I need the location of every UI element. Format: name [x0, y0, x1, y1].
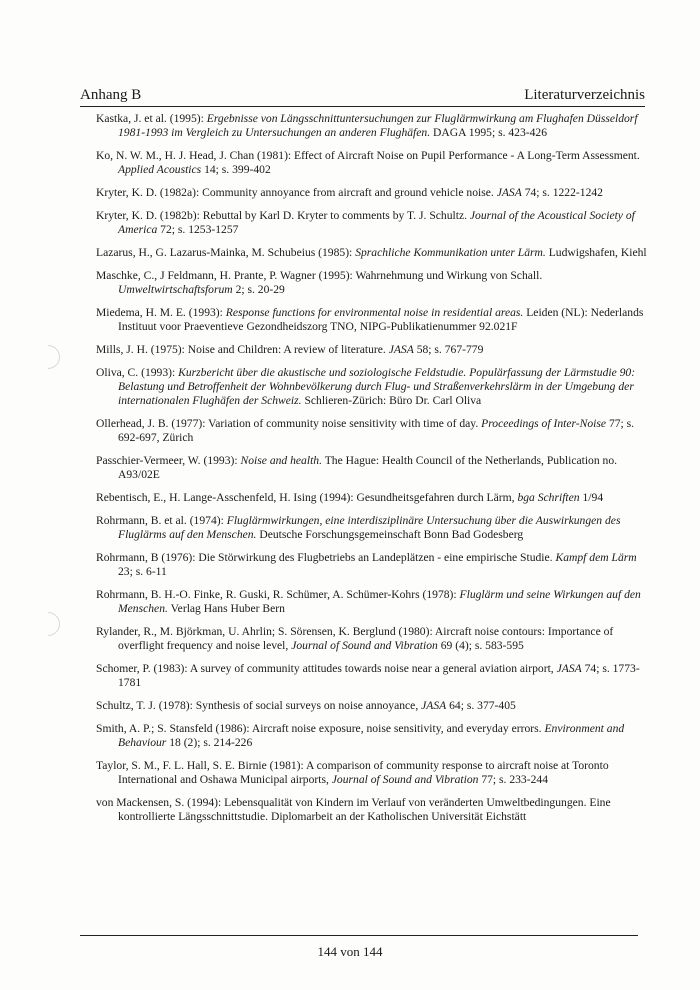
reference-entry [96, 269, 651, 297]
punch-hole-mark [31, 340, 65, 374]
reference-text: Taylor, S. M., F. L. Hall, S. E. Birnie (1981): A comparison of community response to aircraft noise at Toronto International and Oshawa Municipal airports, [96, 759, 609, 786]
header-section-label: Anhang B [80, 87, 142, 103]
reference-title: bga Schriften [517, 491, 580, 504]
reference-entry [96, 662, 651, 690]
reference-text: Rebentisch, E., H. Lange-Asschenfeld, H. Ising (1994): Gesundheitsgefahren durch Lärm, [96, 491, 518, 504]
reference-title: Applied Acoustics [118, 163, 202, 176]
reference-title: Journal of Sound and Vibration [291, 639, 438, 652]
reference-text: Schultz, T. J. (1978): Synthesis of social surveys on noise annoyance, [96, 699, 422, 712]
reference-details: 69 (4); s. 583-595 [437, 639, 524, 652]
reference-entry [96, 491, 651, 505]
reference-details: 1/94 [579, 491, 604, 504]
reference-entry [96, 149, 651, 177]
reference-title: Noise and health. [240, 454, 322, 467]
reference-title: Environment and Behaviour [118, 722, 625, 749]
page-number: 144 von 144 [317, 944, 383, 959]
reference-details: 23; s. 6-11 [118, 565, 167, 578]
reference-entry [96, 759, 651, 787]
reference-entry [96, 722, 651, 750]
reference-text: Smith, A. P.; S. Stansfeld (1986): Aircraft noise exposure, noise sensitivity, and everyday errors. [96, 722, 545, 735]
reference-text: Lazarus, H., G. Lazarus-Mainka, M. Schubeius (1985): [96, 246, 356, 259]
reference-text: Rohrmann, B. et al. (1974): [96, 514, 227, 527]
reference-title: Fluglärm und seine Wirkungen auf den Menschen. [118, 588, 641, 615]
reference-title: Journal of Sound and Vibration [331, 773, 479, 786]
reference-title: JASA [421, 699, 447, 712]
reference-details: 77; s. 233-244 [478, 773, 548, 786]
reference-details: 18 (2); s. 214-226 [166, 736, 253, 749]
reference-text: Schomer, P. (1983): A survey of community attitudes towards noise near a general aviation airport, [96, 662, 557, 675]
header-chapter-title: Literaturverzeichnis [524, 87, 645, 103]
reference-details: Ludwigshafen, Kiehl [545, 246, 647, 259]
reference-title: Umweltwirtschaftsforum [118, 283, 233, 296]
reference-details: DAGA 1995; s. 423-426 [430, 126, 548, 139]
reference-entry [96, 417, 651, 445]
reference-entry [96, 186, 651, 200]
reference-entry [96, 454, 651, 482]
reference-entry [96, 209, 651, 237]
reference-title: Fluglärmwirkungen, eine interdisziplinäre Untersuchung über die Auswirkungen des Fluglärms auf den Menschen. [118, 514, 621, 541]
reference-details: 74; s. 1773-1781 [118, 662, 640, 689]
reference-text: Oliva, C. (1993): [96, 366, 179, 379]
reference-entry [96, 514, 651, 542]
reference-details: 77; s. 692-697, Zürich [118, 417, 635, 444]
reference-text: Rylander, R., M. Björkman, U. Ahrlin; S. Sörensen, K. Berglund (1980): Aircraft noise contours: Importance of overflight frequency and noise level, [96, 625, 614, 652]
reference-text: Kryter, K. D. (1982b): Rebuttal by Karl D. Kryter to comments by T. J. Schultz. [96, 209, 470, 222]
reference-text: Miedema, H. M. E. (1993): [96, 306, 226, 319]
reference-details: The Hague: Health Council of the Netherlands, Publication no. A93/02E [118, 454, 618, 481]
punch-hole-mark [31, 607, 65, 641]
reference-entry [96, 796, 651, 824]
reference-details: 58; s. 767-779 [413, 343, 484, 356]
reference-details: Verlag Hans Huber Bern [167, 602, 285, 615]
reference-entry [96, 366, 651, 408]
reference-text: Ko, N. W. M., H. J. Head, J. Chan (1981): Effect of Aircraft Noise on Pupil Performance - A Long-Term Assessment. [96, 149, 640, 162]
reference-title: Journal of the Acoustical Society of America [118, 209, 635, 236]
reference-entry [96, 112, 651, 140]
reference-text: Maschke, C., J Feldmann, H. Prante, P. Wagner (1995): Wahrnehmung und Wirkung von Schall. [96, 269, 543, 282]
reference-entry [96, 246, 651, 260]
reference-details: Schlieren-Zürich: Büro Dr. Carl Oliva [301, 394, 482, 407]
reference-text: Passchier-Vermeer, W. (1993): [96, 454, 241, 467]
reference-text: Rohrmann, B. H.-O. Finke, R. Guski, R. Schümer, A. Schümer-Kohrs (1978): [96, 588, 460, 601]
reference-details: 72; s. 1253-1257 [157, 223, 239, 236]
reference-entry [96, 306, 651, 334]
reference-text: Rohrmann, B (1976): Die Störwirkung des Flugbetriebs an Landeplätzen - eine empirische Studie. [96, 551, 556, 564]
reference-list [96, 112, 651, 833]
reference-details: 2; s. 20-29 [232, 283, 285, 296]
reference-details: Deutsche Forschungsgemeinschaft Bonn Bad Godesberg [256, 528, 524, 541]
reference-title: Ergebnisse von Längsschnittuntersuchungen zur Fluglärmwirkung am Flughafen Düsseldorf 1981-1993 im Vergleich zu Untersuchungen an anderen Flughäfen. [118, 112, 638, 139]
reference-title: Sprachliche Kommunikation unter Lärm. [355, 246, 546, 259]
reference-title: Kurzbericht über die akustische und soziologische Feldstudie. Populärfassung der Lärmstudie 90: Belastung und Betroffenheit der Wohnbevölkerung durch Flug- und Straßenverkehrslärm in der Umgebung der internationalen Flughäfen der Schweiz. [118, 366, 636, 407]
page-header [80, 84, 645, 107]
reference-text: von Mackensen, S. (1994): Lebensqualität von Kindern im Verlauf von veränderten Umweltbedingungen. Eine kontrollierte Längsschnittstudie. Diplomarbeit an der Katholischen Universität Eichstätt [96, 796, 611, 823]
footer-rule [80, 935, 638, 936]
reference-title: JASA [556, 662, 582, 675]
reference-title: Response functions for environmental noise in residential areas. [225, 306, 524, 319]
reference-details: 14; s. 399-402 [201, 163, 271, 176]
reference-entry [96, 625, 651, 653]
reference-details: Leiden (NL): Nederlands Instituut voor Praeventieve Gezondheidszorg TNO, NIPG-Publikatienummer 92.021F [118, 306, 644, 333]
reference-title: Proceedings of Inter-Noise [481, 417, 607, 430]
reference-text: Kastka, J. et al. (1995): [96, 112, 207, 125]
reference-details: 74; s. 1222-1242 [521, 186, 603, 199]
reference-title: JASA [388, 343, 414, 356]
reference-entry [96, 343, 651, 357]
reference-entry [96, 551, 651, 579]
reference-entry [96, 699, 651, 713]
reference-title: JASA [496, 186, 522, 199]
reference-title: Kampf dem Lärm [555, 551, 637, 564]
reference-text: Kryter, K. D. (1982a): Community annoyance from aircraft and ground vehicle noise. [96, 186, 497, 199]
reference-details: 64; s. 377-405 [446, 699, 516, 712]
reference-text: Ollerhead, J. B. (1977): Variation of community noise sensitivity with time of day. [96, 417, 482, 430]
reference-text: Mills, J. H. (1975): Noise and Children: A review of literature. [96, 343, 389, 356]
reference-entry [96, 588, 651, 616]
